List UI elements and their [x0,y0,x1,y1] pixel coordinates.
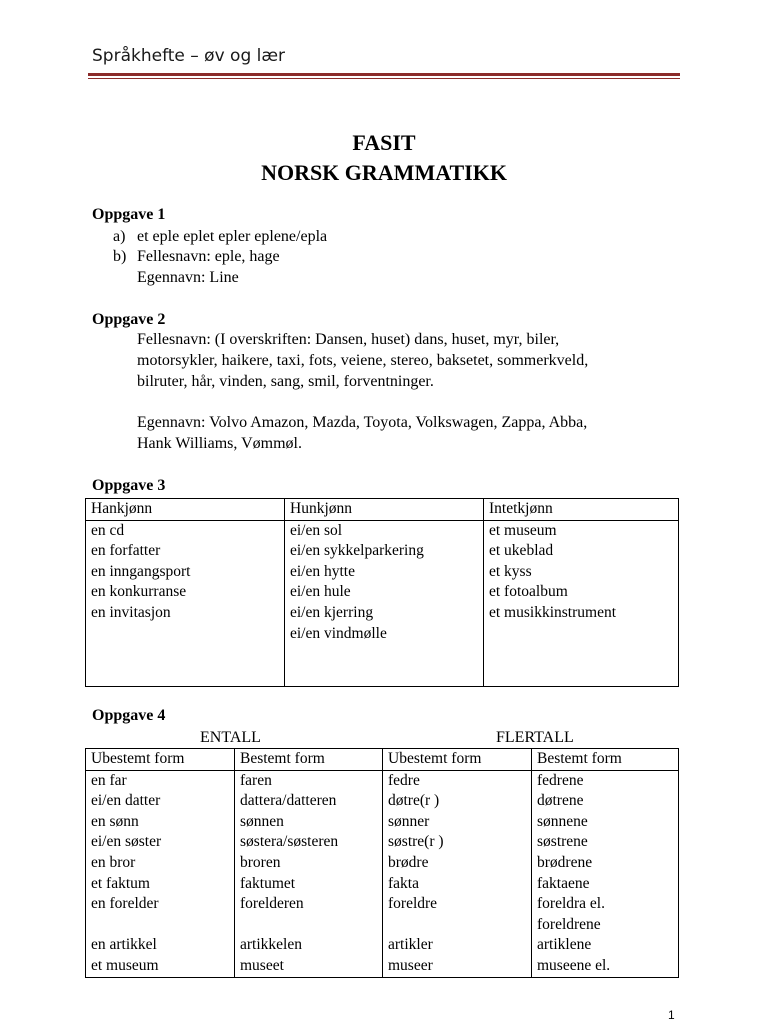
list-item: sønner [388,812,430,830]
list-item: et museum [91,956,159,974]
header-title: Språkhefte – øv og lær [92,46,286,66]
table-cell [235,770,383,977]
list-item: et faktum [91,874,150,892]
table-cell [484,520,679,686]
page-number: 1 [668,1008,675,1022]
list-item: en forelder [91,895,159,913]
list-item: en artikkel [91,936,157,954]
list-item: museer [388,956,433,974]
list-item: et kyss [489,562,532,580]
table-header: Ubestemt form [86,749,235,771]
list-item: et museum [489,521,557,539]
group-label-flertall: FLERTALL [496,729,574,746]
list-item: søstrene [537,833,588,851]
list-item: sønnen [240,812,284,830]
group-label-entall: ENTALL [200,729,261,746]
table-header: Bestemt form [235,749,383,771]
list-item: ei/en kjerring [290,603,374,621]
list-item: dattera/datteren [240,792,337,810]
ex4-heading: Oppgave 4 [92,707,166,724]
ex1-a-text: et eple eplet epler eplene/epla [137,228,328,245]
ex2-line: bilruter, hår, vinden, sang, smil, forventninger. [137,373,434,390]
noun-form-table [85,748,679,978]
list-item [91,915,229,936]
list-item: en cd [91,521,125,539]
list-item: museet [240,956,284,974]
ex2-line: Egennavn: Volvo Amazon, Mazda, Toyota, Volkswagen, Zappa, Abba, [137,414,588,431]
table-cell [86,520,285,686]
list-item: døtre(r ) [388,792,440,810]
list-item: fakta [388,874,419,892]
list-item: ei/en søster [91,833,162,851]
ex3-heading: Oppgave 3 [92,477,166,494]
list-item: en forfatter [91,542,161,560]
doc-subtitle: NORSK GRAMMATIKK [261,160,507,185]
list-item: brødre [388,853,429,871]
list-item: et fotoalbum [489,583,568,601]
list-item: ei/en hule [290,583,351,601]
header-rule [88,73,680,76]
table-header: Ubestemt form [383,749,532,771]
list-item: fedrene [537,771,584,789]
list-item: en sønn [91,812,139,830]
list-item: et musikkinstrument [489,603,617,621]
table-cell [285,520,484,686]
list-item: en konkurranse [91,583,187,601]
list-item: fedre [388,771,420,789]
list-item: ei/en sol [290,521,343,539]
list-item: museene el. [537,956,611,974]
list-item: døtrene [537,792,584,810]
list-item: foreldra el. [537,895,605,913]
ex2-line: motorsykler, haikere, taxi, fots, veiene, stereo, baksetet, sommerkveld, [137,352,589,369]
ex2-line: Hank Williams, Vømmøl. [137,435,302,452]
table-header: Hankjønn [86,499,285,521]
table-header: Hunkjønn [285,499,484,521]
list-item [388,915,526,936]
list-item: artikler [388,936,433,954]
list-item [240,915,377,936]
list-item: en invitasjon [91,603,171,621]
table-header: Intetkjønn [484,499,679,521]
list-item: en far [91,771,127,789]
ex2-line: Fellesnavn: (I overskriften: Dansen, huset) dans, huset, myr, biler, [137,331,560,348]
list-item: ei/en datter [91,792,161,810]
list-item: brødrene [537,853,593,871]
doc-title: FASIT [352,130,416,155]
list-item: foreldrene [537,915,601,933]
table-cell [86,770,235,977]
list-item: ei/en sykkelparkering [290,542,424,560]
list-item: ei/en vindmølle [290,624,387,642]
ex1-a-marker: a) [113,228,126,245]
list-item: foreldre [388,895,438,913]
list-item: en inngangsport [91,562,191,580]
list-item: artikkelen [240,936,302,954]
header-rule-thin [88,78,680,79]
table-header: Bestemt form [532,749,679,771]
list-item: broren [240,853,281,871]
ex1-b-text2: Egennavn: Line [137,269,239,286]
table-cell [532,770,679,977]
ex1-b-marker: b) [113,248,127,265]
list-item: ei/en hytte [290,562,355,580]
list-item: en bror [91,853,136,871]
list-item: forelderen [240,895,304,913]
list-item: sønnene [537,812,588,830]
list-item: søstre(r ) [388,833,444,851]
gender-table [85,498,679,687]
list-item: søstera/søsteren [240,833,339,851]
list-item: faktaene [537,874,590,892]
list-item: et ukeblad [489,542,554,560]
ex2-heading: Oppgave 2 [92,311,166,328]
list-item: artiklene [537,936,592,954]
list-item: faktumet [240,874,296,892]
list-item: faren [240,771,272,789]
ex1-b-text: Fellesnavn: eple, hage [137,248,280,265]
table-cell [383,770,532,977]
ex1-heading: Oppgave 1 [92,206,166,223]
